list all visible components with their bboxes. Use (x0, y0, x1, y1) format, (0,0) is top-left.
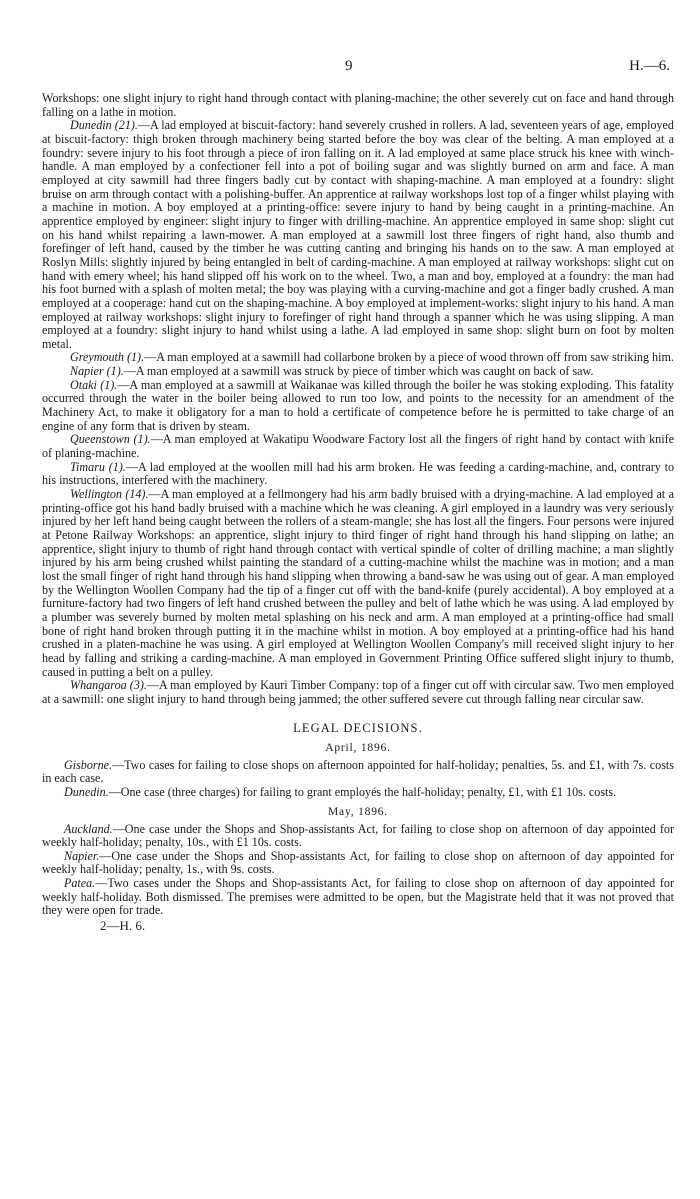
accident-reports (42, 92, 674, 707)
case-text: —One case (three charges) for failing to grant employés the half-holiday; penalty, £1, with £1 10s. costs. (108, 784, 617, 799)
accident-text: —A man employed at a fellmongery had his arm badly bruised with a drying-machine. A lad employed at a printing-office got his hand badly bruised with a machine which he was cleaning. A girl employed in a laundry was very seriously injured by her left hand being caught between the rollers of a steam-mangle; she has lost all the fingers. Four persons were injured at Petone Railway Workshops: an apprentice, slight injury to third finger of right hand through his hand slipping on lathe; an apprentice, slight injury to thumb of right hand through contact with vertical spindle of colter of drilling machine; a man slightly injured by his arm being crushed whilst painting the standard of a cutting-machine whilst the machine was in motion; and a man lost the small finger of right hand through his hand slipping when throwing a band-saw he was using out of gear. A man employed by the Wellington Woollen Company had the tip of a finger cut off with the band-knife (purely accidental). A boy employed at a furniture-factory had two fingers of left hand crushed between the pulley and belt of lathe which he was using. A lad employed by a plumber was severely burned by molten metal splashing on his neck and arm. A man employed at a printing-office had small bone of right hand broken through putting it in the machine whilst in motion. A boy employed at a printing-office had his hand crushed in a platen-machine he was using. A girl employed at Wellington Woollen Company's mill received slight injury to her head by falling and striking a carding-machine. A man employed in Government Printing Office suffered slight injury to thumb, caused in putting a belt on a pulley. (42, 487, 675, 679)
accident-paragraph (42, 351, 674, 365)
accident-paragraph (42, 488, 674, 679)
accident-paragraph (42, 461, 674, 488)
accident-paragraph (42, 379, 674, 434)
place-name: Napier. (64, 848, 100, 863)
legal-case (42, 877, 674, 918)
accident-text: —A man employed by Kauri Timber Company: top of a finger cut off with circular saw. Two men employed at a sawmill: one slight injury to hand through being jammed; the other suffered severe cut through falling near circular saw. (42, 678, 674, 706)
place-name: Greymouth (1). (70, 350, 145, 365)
place-name: Wellington (14). (70, 487, 149, 502)
place-name: Dunedin. (64, 784, 109, 799)
accident-text: —A man employed at a sawmill had collarbone broken by a piece of wood thrown off from saw striking him. (144, 350, 674, 365)
printer-signature: 2—H. 6. (100, 918, 146, 934)
accident-text: —A man employed at a sawmill was struck by piece of timber which was caught on back of saw. (123, 364, 594, 379)
accident-text: —A lad employed at biscuit-factory: hand severely crushed in rollers. A lad, seventeen years of age, employed at biscuit-factory: thigh broken through machinery being started before the boy was clear of the belting. A man employed at a foundry: severe injury to his foot through a piece of iron falling on it. A lad employed at same place struck his knee with winch-handle. A man employed by a confectioner fell into a pot of boiling sugar and was slightly burned on arm and face. A man employed at city sawmill had three fingers badly cut by contact with shaping-machine. A man employed at a foundry: slight bruise on arm through contact with a polishing-buffer. An apprentice at railway workshops lost top of a finger whilst playing with a machine in motion. A boy employed at a printing-office: severe injury to hand by being caught in a printing-machine. An apprentice employed by engineer: slight injury to finger with drilling-machine. An apprentice employed in same shop: slight cut on his hand whilst repairing a lawn-mower. A man employed at a sawmill lost three fingers of right hand, also thumb and forefinger of left hand, caused by the timber he was cutting canting and bringing his hands on to the saw. A man employed at Roslyn Mills: slightly injured by being entangled in belt of carding-machine. A man employed at railway workshops: slight cut on hand with emery wheel; his hand slipped off his work on to the wheel. Two, a man and boy, employed at a foundry: the man had his foot burned with a splash of molten metal; the boy was playing with a curving-machine and got a finger badly crushed. A man employed at a cooperage: hand cut on the shaping-machine. A boy employed at implement-works: slight injury to his hand. A man employed at railway workshops: slight injury to forefinger of right hand through a spanner which he was using slipping. A man employed at a foundry: slight injury to hand whilst using a lathe. A lad employed in same shop: slight burn on foot by molten metal. (42, 118, 674, 351)
accident-text: —A lad employed at the woollen mill had his arm broken. He was feeding a carding-machine, and, contrary to his instructions, interfered with the machinery. (42, 459, 675, 488)
month-heading: May, 1896. (328, 805, 388, 818)
case-text: —One case under the Shops and Shop-assistants Act, for failing to close shop on afternoon of day appointed for weekly half-holiday; penalty, 10s., with £1 10s. costs. (42, 821, 674, 850)
legal-case (42, 850, 674, 877)
legal-cases-may (42, 823, 674, 919)
accident-text: Workshops: one slight injury to right hand through contact with planing-machine; the other severely cut on face and hand through falling on a lathe in motion. (42, 91, 674, 119)
place-name: Otaki (1). (70, 377, 118, 392)
place-name: Napier (1). (70, 364, 124, 379)
place-name: Timaru (1). (70, 459, 126, 474)
legal-decisions-heading: LEGAL DECISIONS. (293, 720, 423, 735)
accident-paragraph (42, 433, 674, 460)
accident-paragraph (42, 92, 674, 119)
place-name: Auckland. (64, 821, 113, 836)
place-name: Patea. (64, 876, 96, 891)
place-name: Gisborne. (64, 757, 113, 772)
page-reference: H.—6. (629, 58, 670, 74)
legal-case (42, 786, 674, 800)
legal-cases-april (42, 759, 674, 800)
legal-case (42, 823, 674, 850)
case-text: —One case under the Shops and Shop-assistants Act, for failing to close shop on afternoon of day appointed for weekly half-holiday; penalty, 1s., with 9s. costs. (42, 848, 674, 877)
place-name: Dunedin (21). (70, 118, 138, 133)
case-text: —Two cases for failing to close shops on afternoon appointed for half-holiday; penalties, 5s. and £1, with 7s. costs in each case. (42, 757, 674, 786)
accident-paragraph (42, 679, 674, 706)
page-number: 9 (345, 58, 353, 74)
place-name: Whangaroa (3). (70, 678, 147, 693)
accident-paragraph (42, 365, 674, 379)
accident-text: —A man employed at Wakatipu Woodware Factory lost all the fingers of right hand by contact with knife of planing-machine. (42, 432, 674, 461)
accident-paragraph (42, 119, 674, 351)
legal-case (42, 759, 674, 786)
case-text: —Two cases under the Shops and Shop-assistants Act, for failing to close shop on afternoon of day appointed for weekly half-holiday. Both dismissed. The premises were admitted to be open, but the Magistrate held that it was not proved that they were open for trade. (42, 876, 674, 918)
place-name: Queenstown (1). (70, 432, 151, 447)
month-heading: April, 1896. (325, 741, 391, 754)
accident-text: —A man employed at a sawmill at Waikanae was killed through the boiler he was stoking exploding. This fatality occurred through the water in the boiler being allowed to run too low, and points to the necessity for an amendment of the Machinery Act, to make it obligatory for a man to hold a certificate of competence before he is permitted to take charge of an engine of any form that is driven by steam. (42, 377, 674, 433)
